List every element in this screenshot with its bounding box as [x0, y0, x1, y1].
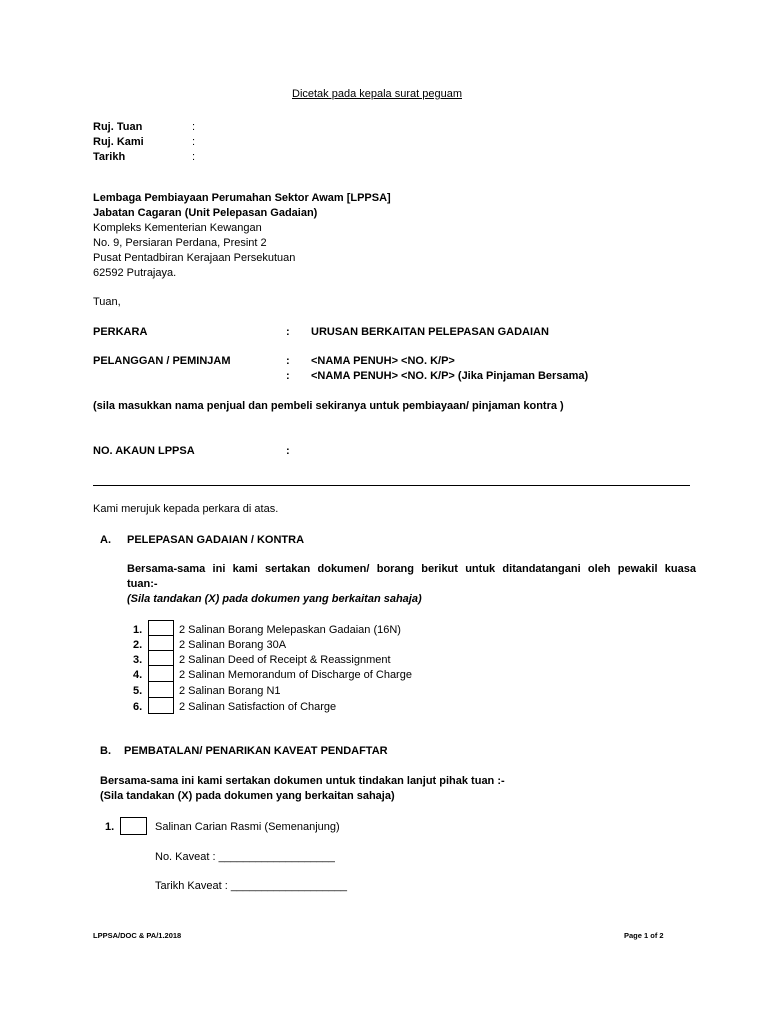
footer-page-number: Page 1 of 2	[624, 931, 664, 940]
item-a6-text: 2 Salinan Satisfaction of Charge	[179, 701, 337, 713]
address-line-6: 62592 Putrajaya.	[93, 267, 177, 279]
item-b1-text: Salinan Carian Rasmi (Semenanjung)	[155, 821, 340, 833]
pelanggan-value-1: <NAMA PENUH> <NO. K/P>	[311, 355, 455, 367]
item-b1-checkbox[interactable]	[120, 817, 147, 835]
ref-tuan-label: Ruj. Tuan	[93, 121, 143, 133]
ref-kami-sep: :	[192, 136, 196, 148]
salutation: Tuan,	[93, 296, 121, 308]
ref-kami-label: Ruj. Kami	[93, 136, 144, 148]
pelanggan-sep-2: :	[286, 370, 290, 382]
item-a4-number: 4.	[133, 669, 143, 681]
item-a3-text: 2 Salinan Deed of Receipt & Reassignment	[179, 654, 391, 666]
penjual-pembeli-note: (sila masukkan nama penjual dan pembeli sekiranya untuk pembiayaan/ pinjaman kontra )	[93, 400, 564, 412]
perkara-value: URUSAN BERKAITAN PELEPASAN GADAIAN	[311, 326, 549, 338]
section-a-letter: A.	[100, 534, 111, 546]
item-a5-text: 2 Salinan Borang N1	[179, 685, 281, 697]
item-a4-text: 2 Salinan Memorandum of Discharge of Charge	[179, 669, 412, 681]
item-a6-checkbox[interactable]	[148, 697, 174, 714]
kaveat-date-line: Tarikh Kaveat : ___________________	[155, 880, 348, 892]
akaun-label: NO. AKAUN LPPSA	[93, 445, 195, 457]
section-a-paragraph-line-1: Bersama-sama ini kami sertakan dokumen/ borang berikut untuk ditandatangani oleh pewakil kuasa	[127, 563, 696, 575]
item-a2-text: 2 Salinan Borang 30A	[179, 639, 287, 651]
letterhead-note: Dicetak pada kepala surat peguam	[292, 88, 462, 100]
section-b-paragraph: Bersama-sama ini kami sertakan dokumen untuk tindakan lanjut pihak tuan :-	[100, 775, 505, 787]
item-a3-number: 3.	[133, 654, 143, 666]
section-b-title: PEMBATALAN/ PENARIKAN KAVEAT PENDAFTAR	[124, 745, 388, 757]
address-line-1: Lembaga Pembiayaan Perumahan Sektor Awam [LPPSA]	[93, 192, 391, 204]
section-a-instruction: (Sila tandakan (X) pada dokumen yang berkaitan sahaja)	[127, 593, 422, 605]
address-line-2: Jabatan Cagaran (Unit Pelepasan Gadaian)	[93, 207, 318, 219]
pelanggan-label: PELANGGAN / PEMINJAM	[93, 355, 231, 367]
pelanggan-value-2: <NAMA PENUH> <NO. K/P> (Jika Pinjaman Bersama)	[311, 370, 589, 382]
address-line-5: Pusat Pentadbiran Kerajaan Persekutuan	[93, 252, 296, 264]
item-a5-checkbox[interactable]	[148, 681, 174, 698]
ref-tarikh-sep: :	[192, 151, 196, 163]
item-a5-number: 5.	[133, 685, 143, 697]
ref-tarikh-label: Tarikh	[93, 151, 126, 163]
footer-doc-code: LPPSA/DOC & PA/1.2018	[93, 931, 182, 940]
item-a6-number: 6.	[133, 701, 143, 713]
akaun-sep: :	[286, 445, 290, 457]
kaveat-number-line: No. Kaveat : ___________________	[155, 851, 335, 863]
item-a4-checkbox[interactable]	[148, 665, 174, 682]
perkara-label: PERKARA	[93, 326, 148, 338]
item-a1-number: 1.	[133, 624, 143, 636]
section-a-paragraph-line-2: tuan:-	[127, 578, 158, 590]
ref-tuan-sep: :	[192, 121, 196, 133]
section-a-title: PELEPASAN GADAIAN / KONTRA	[127, 534, 305, 546]
item-b1-number: 1.	[105, 821, 115, 833]
item-a2-number: 2.	[133, 639, 143, 651]
perkara-sep: :	[286, 326, 290, 338]
section-b-instruction: (Sila tandakan (X) pada dokumen yang berkaitan sahaja)	[100, 790, 395, 802]
section-b-letter: B.	[100, 745, 111, 757]
address-line-3: Kompleks Kementerian Kewangan	[93, 222, 262, 234]
address-line-4: No. 9, Persiaran Perdana, Presint 2	[93, 237, 267, 249]
pelanggan-sep-1: :	[286, 355, 290, 367]
intro-text: Kami merujuk kepada perkara di atas.	[93, 503, 279, 515]
divider-line	[93, 485, 690, 486]
item-a1-text: 2 Salinan Borang Melepaskan Gadaian (16N)	[179, 624, 401, 636]
